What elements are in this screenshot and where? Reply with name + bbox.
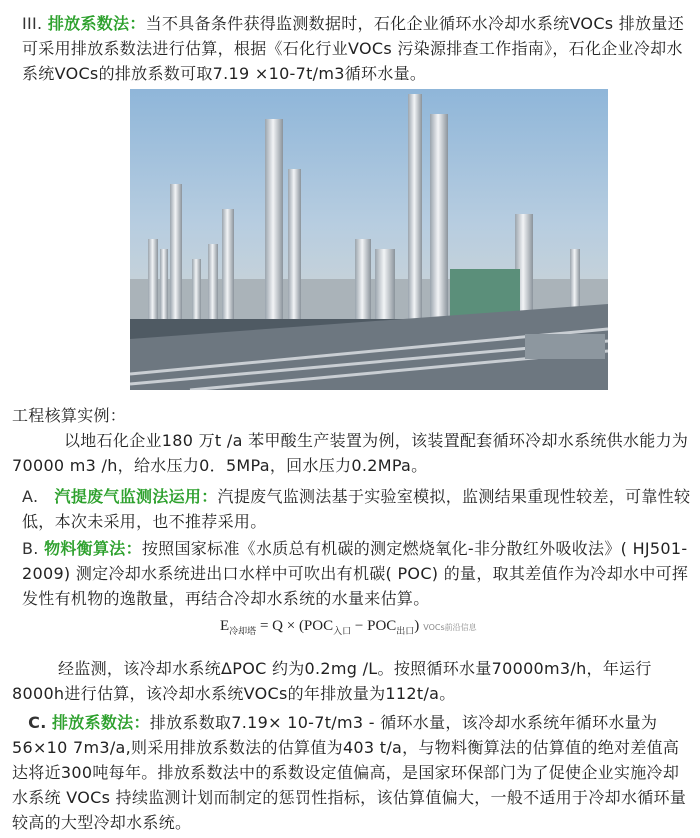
monitor-result: 经监测，该冷却水系统ΔPOC 约为0.2mg /L。按照循环水量70000m3/h，年运行8000h进行估算，该冷却水系统VOCs的年排放量为112t/a。 bbox=[12, 659, 652, 703]
item-a-title: 汽提废气监测法运用： bbox=[54, 487, 218, 506]
section-3-text: 当不具备条件获得监测数据时，石化企业循环水冷却水系统VOCs 排放量还可采用排放系数法进行估算，根据《石化行业VOCs 污染源排查工作指南》，石化企业冷却水系统VOCs的排放系数可取7.19 ×10-7t/m3循环水量。 bbox=[22, 14, 685, 83]
item-b-paragraph bbox=[22, 536, 694, 611]
section-3-paragraph bbox=[22, 11, 694, 86]
item-b-marker: B. bbox=[22, 539, 39, 558]
section-3-title: 排放系数法： bbox=[47, 14, 146, 33]
item-c-marker: C. bbox=[28, 713, 47, 732]
refinery-photo bbox=[130, 89, 608, 390]
section-3-marker: III. bbox=[22, 14, 43, 33]
item-c-text: 排放系数取7.19× 10-7t/m3 - 循环水量，该冷却水系统年循环水量为56×10 7m3/a,则采用排放系数法的估算值为403 t/a，与物料衡算法的估算值的绝对差值高达将近300吨每年。排放系数法中的系数设定值偏高，是国家环保部门为了促使企业实施冷却水系统 VOCs 持续监测计划而制定的惩罚性指标，该估算值偏大，一般不适用于冷却水循环量较高的大型冷却水系统。 bbox=[12, 713, 687, 832]
item-a-text: 汽提废气监测法基于实验室模拟，监测结果重现性较差，可靠性较低，本次未采用，也不推荐采用。 bbox=[22, 487, 691, 531]
item-a-paragraph bbox=[22, 484, 694, 534]
item-c-title: 排放系数法： bbox=[51, 713, 150, 732]
emission-formula: $E_{冷却塔} = Q \times (POC_{入口} - POC_{出口})$ VOCs前沿信息 bbox=[220, 618, 477, 636]
item-b-text: 按照国家标准《水质总有机碳的测定燃烧氧化-非分散红外吸收法》( HJ501-2009) 测定冷却水系统进出口水样中可吹出有机碳( POC) 的量，取其差值作为冷却水中可挥发性有机物的逸散量，再结合冷却水系统的水量来估算。 bbox=[22, 539, 689, 608]
item-b-title: 物料衡算法： bbox=[44, 539, 142, 558]
refinery-illustration bbox=[130, 89, 608, 390]
example-heading: 工程核算实例： bbox=[12, 406, 127, 425]
watermark-label: VOCs前沿信息 bbox=[423, 623, 477, 632]
item-a-marker: A. bbox=[22, 487, 39, 506]
example-intro: 以地石化企业180 万t /a 苯甲酸生产装置为例，该装置配套循环冷却水系统供水能力为70000 m3 /h，给水压力0．5MPa，回水压力0.2MPa。 bbox=[12, 431, 689, 475]
item-c-paragraph bbox=[12, 710, 692, 835]
